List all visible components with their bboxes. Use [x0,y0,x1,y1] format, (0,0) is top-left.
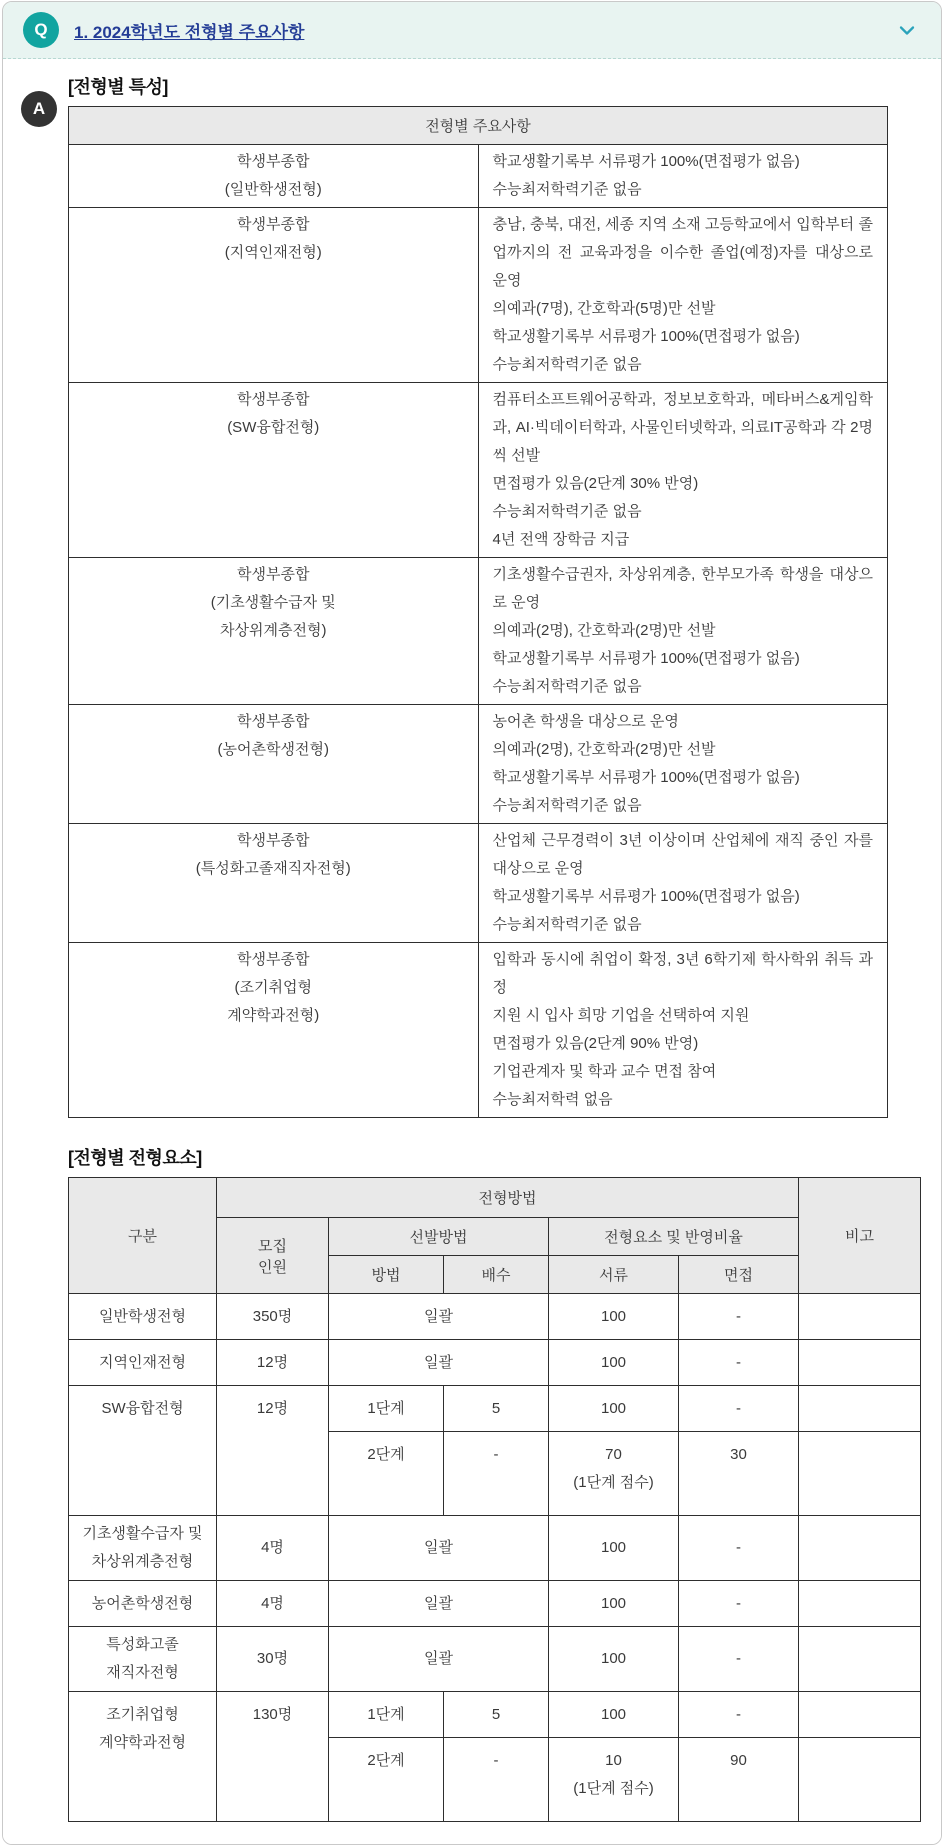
elements-header-row-1 [69,1178,921,1218]
characteristics-row [69,824,888,943]
elements-row-name: 조기취업형 계약학과전형 [69,1692,217,1822]
elements-cell-multiple: 5 [444,1692,549,1738]
admission-type-description: 기초생활수급권자, 차상위계층, 한부모가족 학생을 대상으로 운영 의예과(2명), 간호학과(2명)만 선발 학교생활기록부 서류평가 100%(면접평가 없음) 수능최저학력기준 없음 [478,558,888,705]
elements-row-name: 기초생활수급자 및 차상위계층전형 [69,1516,217,1581]
elements-cell-remark [799,1386,921,1432]
elements-cell-interview: - [679,1581,799,1627]
elements-cell-interview: 30 [679,1432,799,1516]
elements-cell-documents: 10 (1단계 점수) [549,1738,679,1822]
elements-cell-interview: - [679,1340,799,1386]
elements-cell-method: 일괄 [329,1340,549,1386]
elements-cell-method: 2단계 [329,1432,444,1516]
elements-row [69,1581,921,1627]
elements-cell-remark [799,1516,921,1581]
elements-cell-remark [799,1692,921,1738]
answer-badge-icon: A [21,91,57,127]
characteristics-row [69,943,888,1118]
admission-type-label: 학생부종합 (농어촌학생전형) [69,705,479,824]
characteristics-row [69,145,888,208]
admission-type-label: 학생부종합 (SW융합전형) [69,383,479,558]
elements-row-quota: 4명 [217,1581,329,1627]
col-header-multiple: 배수 [444,1256,549,1294]
elements-cell-documents: 100 [549,1294,679,1340]
admission-type-description: 농어촌 학생을 대상으로 운영 의예과(2명), 간호학과(2명)만 선발 학교생활기록부 서류평가 100%(면접평가 없음) 수능최저학력기준 없음 [478,705,888,824]
elements-row-quota: 30명 [217,1627,329,1692]
elements-cell-interview: - [679,1627,799,1692]
elements-row-name: 일반학생전형 [69,1294,217,1340]
admission-type-label: 학생부종합 (특성화고졸재직자전형) [69,824,479,943]
admission-type-label: 학생부종합 (조기취업형 계약학과전형) [69,943,479,1118]
question-title-link[interactable]: 1. 2024학년도 전형별 주요사항 [74,22,305,42]
characteristics-table [68,106,888,1118]
elements-cell-documents: 100 [549,1627,679,1692]
elements-cell-documents: 100 [549,1581,679,1627]
elements-row [69,1386,921,1432]
elements-cell-interview: - [679,1294,799,1340]
elements-cell-interview: - [679,1516,799,1581]
elements-cell-remark [799,1627,921,1692]
elements-row-name: SW융합전형 [69,1386,217,1516]
elements-cell-interview: - [679,1692,799,1738]
elements-row [69,1516,921,1581]
elements-cell-documents: 70 (1단계 점수) [549,1432,679,1516]
col-header-documents: 서류 [549,1256,679,1294]
elements-cell-method: 1단계 [329,1692,444,1738]
col-header-method-group: 전형방법 [217,1178,799,1218]
elements-table [68,1177,921,1822]
elements-cell-documents: 100 [549,1386,679,1432]
col-header-method: 방법 [329,1256,444,1294]
elements-cell-remark [799,1340,921,1386]
characteristics-row [69,705,888,824]
answer-content [3,59,941,1844]
admission-type-description: 산업체 근무경력이 3년 이상이며 산업체에 재직 중인 자를 대상으로 운영 학교생활기록부 서류평가 100%(면접평가 없음) 수능최저학력기준 없음 [478,824,888,943]
elements-cell-documents: 100 [549,1516,679,1581]
elements-row-name: 농어촌학생전형 [69,1581,217,1627]
elements-row [69,1692,921,1738]
elements-row [69,1294,921,1340]
col-header-quota-line1: 모집 [258,1237,287,1255]
elements-row-name: 특성화고졸 재직자전형 [69,1627,217,1692]
section-heading-elements: [전형별 전형요소] [68,1148,202,1168]
elements-cell-documents: 100 [549,1340,679,1386]
elements-row-quota: 4명 [217,1516,329,1581]
characteristics-row [69,383,888,558]
elements-row-quota: 12명 [217,1386,329,1516]
admission-type-description: 컴퓨터소프트웨어공학과, 정보보호학과, 메타버스&게임학과, AI·빅데이터학과, 사물인터넷학과, 의료IT공학과 각 2명씩 선발 면접평가 있음(2단계 30% 반영) 수능최저학력기준 없음 4년 전액 장학금 지급 [478,383,888,558]
characteristics-row [69,208,888,383]
elements-cell-method: 일괄 [329,1581,549,1627]
elements-row-name: 지역인재전형 [69,1340,217,1386]
characteristics-row [69,558,888,705]
admission-type-label: 학생부종합 (지역인재전형) [69,208,479,383]
col-header-gubun: 구분 [69,1178,217,1294]
question-header[interactable] [3,2,941,59]
col-header-bigo: 비고 [799,1178,921,1294]
elements-cell-interview: - [679,1386,799,1432]
question-badge-icon: Q [23,12,59,48]
admission-type-description: 충남, 충북, 대전, 세종 지역 소재 고등학교에서 입학부터 졸업까지의 전 교육과정을 이수한 졸업(예정)자를 대상으로 운영 의예과(7명), 간호학과(5명)만 선발 학교생활기록부 서류평가 100%(면접평가 없음) 수능최저학력기준 없음 [478,208,888,383]
characteristics-table-title: 전형별 주요사항 [69,107,888,145]
elements-cell-remark [799,1294,921,1340]
col-header-quota-line2: 인원 [258,1258,287,1276]
admission-type-label: 학생부종합 (일반학생전형) [69,145,479,208]
elements-cell-method: 1단계 [329,1386,444,1432]
elements-cell-multiple: - [444,1738,549,1822]
elements-cell-method: 일괄 [329,1294,549,1340]
elements-row [69,1627,921,1692]
elements-cell-documents: 100 [549,1692,679,1738]
admission-type-description: 학교생활기록부 서류평가 100%(면접평가 없음) 수능최저학력기준 없음 [478,145,888,208]
admission-type-label: 학생부종합 (기초생활수급자 및 차상위계층전형) [69,558,479,705]
col-header-quota [217,1218,329,1294]
chevron-down-icon[interactable] [895,18,919,42]
elements-cell-method: 2단계 [329,1738,444,1822]
qa-accordion-panel [2,1,942,1845]
elements-cell-multiple: 5 [444,1386,549,1432]
elements-cell-interview: 90 [679,1738,799,1822]
elements-cell-multiple: - [444,1432,549,1516]
col-header-interview: 면접 [679,1256,799,1294]
col-header-selection-method: 선발방법 [329,1218,549,1256]
section-heading-characteristics: [전형별 특성] [68,77,168,97]
elements-row-quota: 350명 [217,1294,329,1340]
elements-cell-remark [799,1738,921,1822]
admission-type-description: 입학과 동시에 취업이 확정, 3년 6학기제 학사학위 취득 과정 지원 시 입사 희망 기업을 선택하여 지원 면접평가 있음(2단계 90% 반영) 기업관계자 및 학과 교수 면접 참여 수능최저학력 없음 [478,943,888,1118]
elements-cell-method: 일괄 [329,1627,549,1692]
elements-row-quota: 12명 [217,1340,329,1386]
elements-row [69,1340,921,1386]
characteristics-table-header-row [69,107,888,145]
elements-cell-method: 일괄 [329,1516,549,1581]
elements-row-quota: 130명 [217,1692,329,1822]
elements-cell-remark [799,1432,921,1516]
elements-cell-remark [799,1581,921,1627]
col-header-elements-ratio: 전형요소 및 반영비율 [549,1218,799,1256]
